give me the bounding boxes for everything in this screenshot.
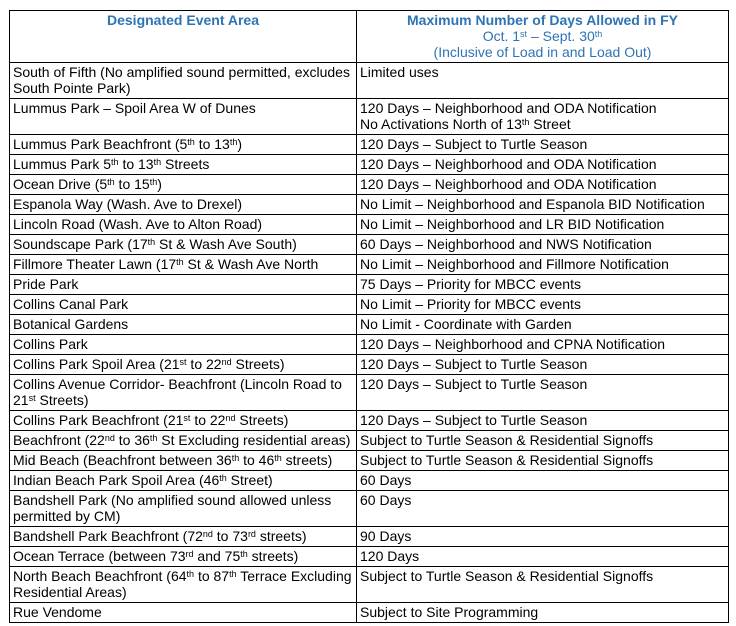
event-area-cell: Lummus Park – Spoil Area W of Dunes	[10, 99, 357, 135]
area-header-label: Designated Event Area	[107, 12, 259, 28]
event-area-cell: Bandshell Park Beachfront (72nd to 73rd streets)	[10, 527, 357, 547]
table-row	[10, 355, 729, 375]
event-area-cell: Pride Park	[10, 275, 357, 295]
max-days-cell: 60 Days	[357, 471, 729, 491]
max-days-cell: 75 Days – Priority for MBCC events	[357, 275, 729, 295]
event-area-cell: Collins Canal Park	[10, 295, 357, 315]
table-row	[10, 527, 729, 547]
table-row	[10, 155, 729, 175]
table-row	[10, 451, 729, 471]
max-days-cell: 120 Days – Neighborhood and ODA Notification	[357, 155, 729, 175]
max-days-cell: 120 Days	[357, 547, 729, 567]
table-row	[10, 547, 729, 567]
table-row	[10, 335, 729, 355]
table-row	[10, 135, 729, 155]
event-area-cell: Collins Park	[10, 335, 357, 355]
column-header-designated-event-area	[10, 11, 357, 63]
max-days-cell: Limited uses	[357, 63, 729, 99]
table-row	[10, 471, 729, 491]
event-area-cell: Collins Park Beachfront (21st to 22nd Streets)	[10, 411, 357, 431]
event-area-cell: Ocean Terrace (between 73rd and 75th streets)	[10, 547, 357, 567]
max-days-cell: 120 Days – Subject to Turtle Season	[357, 355, 729, 375]
max-days-cell: 120 Days – Subject to Turtle Season	[357, 135, 729, 155]
days-header-title: Maximum Number of Days Allowed in FY	[407, 12, 678, 28]
max-days-cell: 120 Days – Subject to Turtle Season	[357, 411, 729, 431]
event-area-cell: Mid Beach (Beachfront between 36th to 46th streets)	[10, 451, 357, 471]
table-row	[10, 567, 729, 603]
table-header	[10, 11, 729, 63]
table-row	[10, 411, 729, 431]
max-days-cell: 120 Days – Neighborhood and CPNA Notification	[357, 335, 729, 355]
table-row	[10, 431, 729, 451]
table-row	[10, 375, 729, 411]
event-area-cell: Lummus Park Beachfront (5th to 13th)	[10, 135, 357, 155]
max-days-cell: Subject to Turtle Season & Residential Signoffs	[357, 567, 729, 603]
max-days-cell: Subject to Turtle Season & Residential Signoffs	[357, 451, 729, 471]
event-area-cell: Beachfront (22nd to 36th St Excluding residential areas)	[10, 431, 357, 451]
event-area-cell: Collins Park Spoil Area (21st to 22nd Streets)	[10, 355, 357, 375]
days-header-date-range: Oct. 1st – Sept. 30th	[482, 28, 603, 44]
table-row	[10, 255, 729, 275]
max-days-cell: Subject to Site Programming	[357, 603, 729, 623]
event-area-cell: Fillmore Theater Lawn (17th St & Wash Ave North	[10, 255, 357, 275]
max-days-cell: Subject to Turtle Season & Residential Signoffs	[357, 431, 729, 451]
event-area-table	[9, 10, 729, 623]
event-area-cell: Indian Beach Park Spoil Area (46th Street)	[10, 471, 357, 491]
table-row	[10, 235, 729, 255]
table-row	[10, 195, 729, 215]
max-days-cell: 90 Days	[357, 527, 729, 547]
max-days-cell: 60 Days	[357, 491, 729, 527]
table-row	[10, 215, 729, 235]
event-area-cell: Soundscape Park (17th St & Wash Ave South)	[10, 235, 357, 255]
max-days-cell: 120 Days – Neighborhood and ODA Notification	[357, 175, 729, 195]
max-days-cell: No Limit - Coordinate with Garden	[357, 315, 729, 335]
event-area-cell: Lummus Park 5th to 13th Streets	[10, 155, 357, 175]
max-days-cell: No Limit – Neighborhood and Fillmore Notification	[357, 255, 729, 275]
max-days-cell: 120 Days – Subject to Turtle Season	[357, 375, 729, 411]
event-area-cell: North Beach Beachfront (64th to 87th Terrace Excluding Residential Areas)	[10, 567, 357, 603]
max-days-cell: 60 Days – Neighborhood and NWS Notification	[357, 235, 729, 255]
table-row	[10, 99, 729, 135]
max-days-cell: No Limit – Priority for MBCC events	[357, 295, 729, 315]
event-area-cell: Botanical Gardens	[10, 315, 357, 335]
event-area-table-body	[10, 63, 729, 623]
event-area-cell: Bandshell Park (No amplified sound allowed unless permitted by CM)	[10, 491, 357, 527]
table-row	[10, 295, 729, 315]
event-area-cell: Collins Avenue Corridor- Beachfront (Lincoln Road to 21st Streets)	[10, 375, 357, 411]
max-days-cell: 120 Days – Neighborhood and ODA Notification No Activations North of 13th Street	[357, 99, 729, 135]
table-row	[10, 315, 729, 335]
max-days-cell: No Limit – Neighborhood and Espanola BID Notification	[357, 195, 729, 215]
column-header-max-days	[357, 11, 729, 63]
table-row	[10, 275, 729, 295]
event-area-cell: Lincoln Road (Wash. Ave to Alton Road)	[10, 215, 357, 235]
max-days-cell: No Limit – Neighborhood and LR BID Notification	[357, 215, 729, 235]
event-area-cell: Ocean Drive (5th to 15th)	[10, 175, 357, 195]
event-area-cell: Espanola Way (Wash. Ave to Drexel)	[10, 195, 357, 215]
days-header-note: (Inclusive of Load in and Load Out)	[433, 44, 652, 60]
header-row	[10, 11, 729, 63]
table-row	[10, 491, 729, 527]
event-area-cell: Rue Vendome	[10, 603, 357, 623]
table-row	[10, 603, 729, 623]
table-row	[10, 175, 729, 195]
table-row	[10, 63, 729, 99]
event-area-cell: South of Fifth (No amplified sound permitted, excludes South Pointe Park)	[10, 63, 357, 99]
